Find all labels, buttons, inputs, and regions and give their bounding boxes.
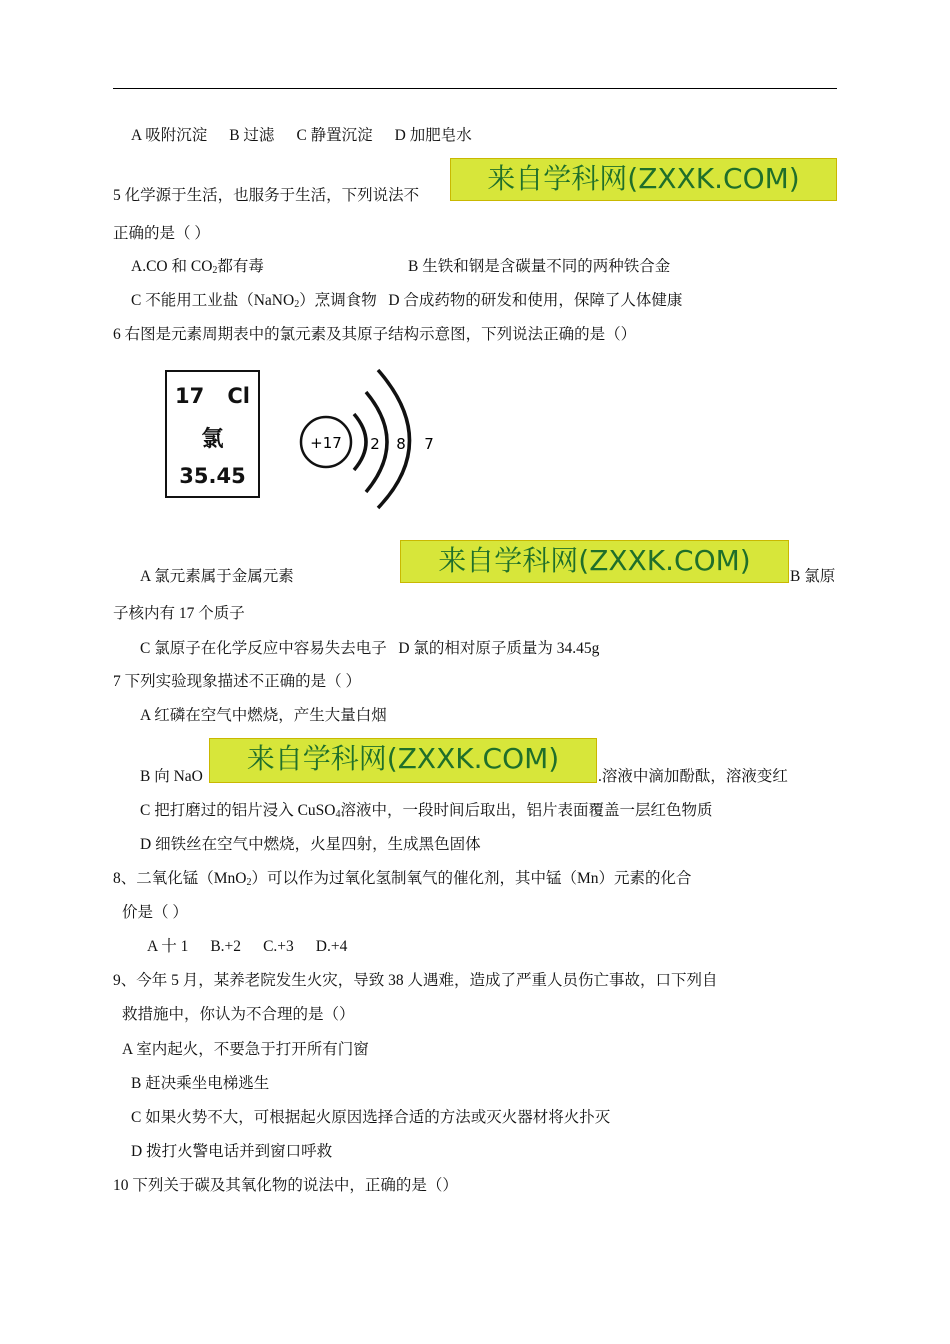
q5-option-c-pre: C 不能用工业盐（NaNO (131, 292, 295, 309)
watermark-banner-2: 来自学科网(ZXXK.COM) (400, 540, 789, 583)
q5-stem-line2: 正确的是（ ） (113, 225, 210, 242)
q5-option-a-pre: A.CO 和 CO (131, 258, 213, 275)
q4-option-d: D 加肥皂水 (394, 127, 472, 144)
q8-options (147, 937, 347, 957)
header-rule (113, 88, 837, 89)
q9-stem-line2: 救措施中，你认为不合理的是（） (122, 1006, 355, 1023)
q4-option-a: A 吸附沉淀 (131, 127, 208, 144)
element-mass: 35.45 (179, 464, 246, 488)
q8-option-d: D.+4 (315, 938, 348, 955)
q7-option-d: D 细铁丝在空气中燃烧，火星四射，生成黑色固体 (140, 836, 481, 853)
q5-option-a (131, 257, 264, 277)
q7-option-c-post: 溶液中，一段时间后取出，铝片表面覆盖一层红色物质 (340, 802, 713, 819)
q6-option-c: C 氯原子在化学反应中容易失去电子 (140, 640, 387, 657)
q5-options-cd (131, 291, 682, 311)
shell-electrons-3: 7 (424, 435, 434, 453)
element-atomic-number: 17 (175, 384, 205, 408)
q4-option-b: B 过滤 (229, 127, 275, 144)
watermark-banner-1: 来自学科网(ZXXK.COM) (450, 158, 837, 201)
q5-option-a-post: 都有毒 (217, 258, 264, 275)
q8-stem-line1 (113, 869, 692, 889)
q8-stem-pre: 8、二氧化锰（MnO (113, 870, 247, 887)
q7-option-c-sub: 4 (335, 809, 341, 820)
shell-electrons-2: 8 (396, 435, 406, 453)
q8-option-b: B.+2 (210, 938, 242, 955)
shell-electrons-1: 2 (370, 435, 380, 453)
q9-option-b: B 赶决乘坐电梯逃生 (131, 1075, 270, 1092)
q6-option-a: A 氯元素属于金属元素 (140, 568, 294, 585)
q7-stem: 7 下列实验现象描述不正确的是（ ） (113, 673, 362, 690)
nucleus-charge: +17 (310, 434, 342, 452)
element-card-chlorine (165, 370, 260, 498)
q9-option-c: C 如果火势不大，可根据起火原因选择合适的方法或灭火器材将火扑灭 (131, 1109, 611, 1126)
q6-option-d: D 氯的相对原子质量为 34.45g (398, 640, 600, 657)
q9-option-a: A 室内起火，不要急于打开所有门窗 (122, 1041, 369, 1058)
q9-stem-line1: 9、今年 5 月，某养老院发生火灾，导致 38 人遇难，造成了严重人员伤亡事故，口下列自 (113, 972, 718, 989)
q8-option-c: C.+3 (263, 938, 294, 955)
q7-option-c (140, 801, 713, 821)
q7-option-c-pre: C 把打磨过的铝片浸入 CuSO (140, 802, 336, 819)
q8-option-a: A 十 1 (147, 938, 189, 955)
q5-option-d: D 合成药物的研发和使用，保障了人体健康 (388, 292, 683, 309)
q5-stem-line1: 5 化学源于生活，也服务于生活，下列说法不 (113, 187, 420, 204)
q5-option-b: B 生铁和钢是含碳量不同的两种铁合金 (408, 258, 671, 275)
q5-option-a-sub: 2 (212, 265, 218, 276)
q10-stem: 10 下列关于碳及其氧化物的说法中，正确的是（） (113, 1177, 458, 1194)
q6-option-b-part1: B 氯原 (790, 568, 836, 585)
q6-options-cd (140, 639, 599, 659)
q8-stem-post: ）可以作为过氧化氢制氧气的催化剂，其中锰（Mn）元素的化合 (251, 870, 692, 887)
element-name: 氯 (201, 427, 224, 452)
q7-option-b-pre: B 向 NaO (140, 768, 203, 785)
q5-option-c-post: ）烹调食物 (299, 292, 377, 309)
q6-stem: 6 右图是元素周期表中的氯元素及其原子结构示意图，下列说法正确的是（） (113, 326, 637, 343)
electron-shell-1 (354, 414, 366, 470)
q8-stem-line2: 价是（ ） (122, 904, 188, 921)
q7-option-a: A 红磷在空气中燃烧，产生大量白烟 (140, 707, 387, 724)
q9-option-d: D 拨打火警电话并到窗口呼救 (131, 1143, 333, 1160)
q8-stem-sub: 2 (246, 877, 252, 888)
q4-options (131, 126, 472, 146)
atom-structure-diagram (296, 362, 446, 512)
q5-option-c-sub: 2 (294, 299, 300, 310)
element-symbol: Cl (227, 384, 250, 408)
q6-option-b-part2: 子核内有 17 个质子 (113, 605, 245, 622)
watermark-banner-3: 来自学科网(ZXXK.COM) (209, 738, 597, 783)
q4-option-c: C 静置沉淀 (296, 127, 373, 144)
q7-option-b-post: .溶液中滴加酚酞，溶液变红 (598, 768, 788, 785)
